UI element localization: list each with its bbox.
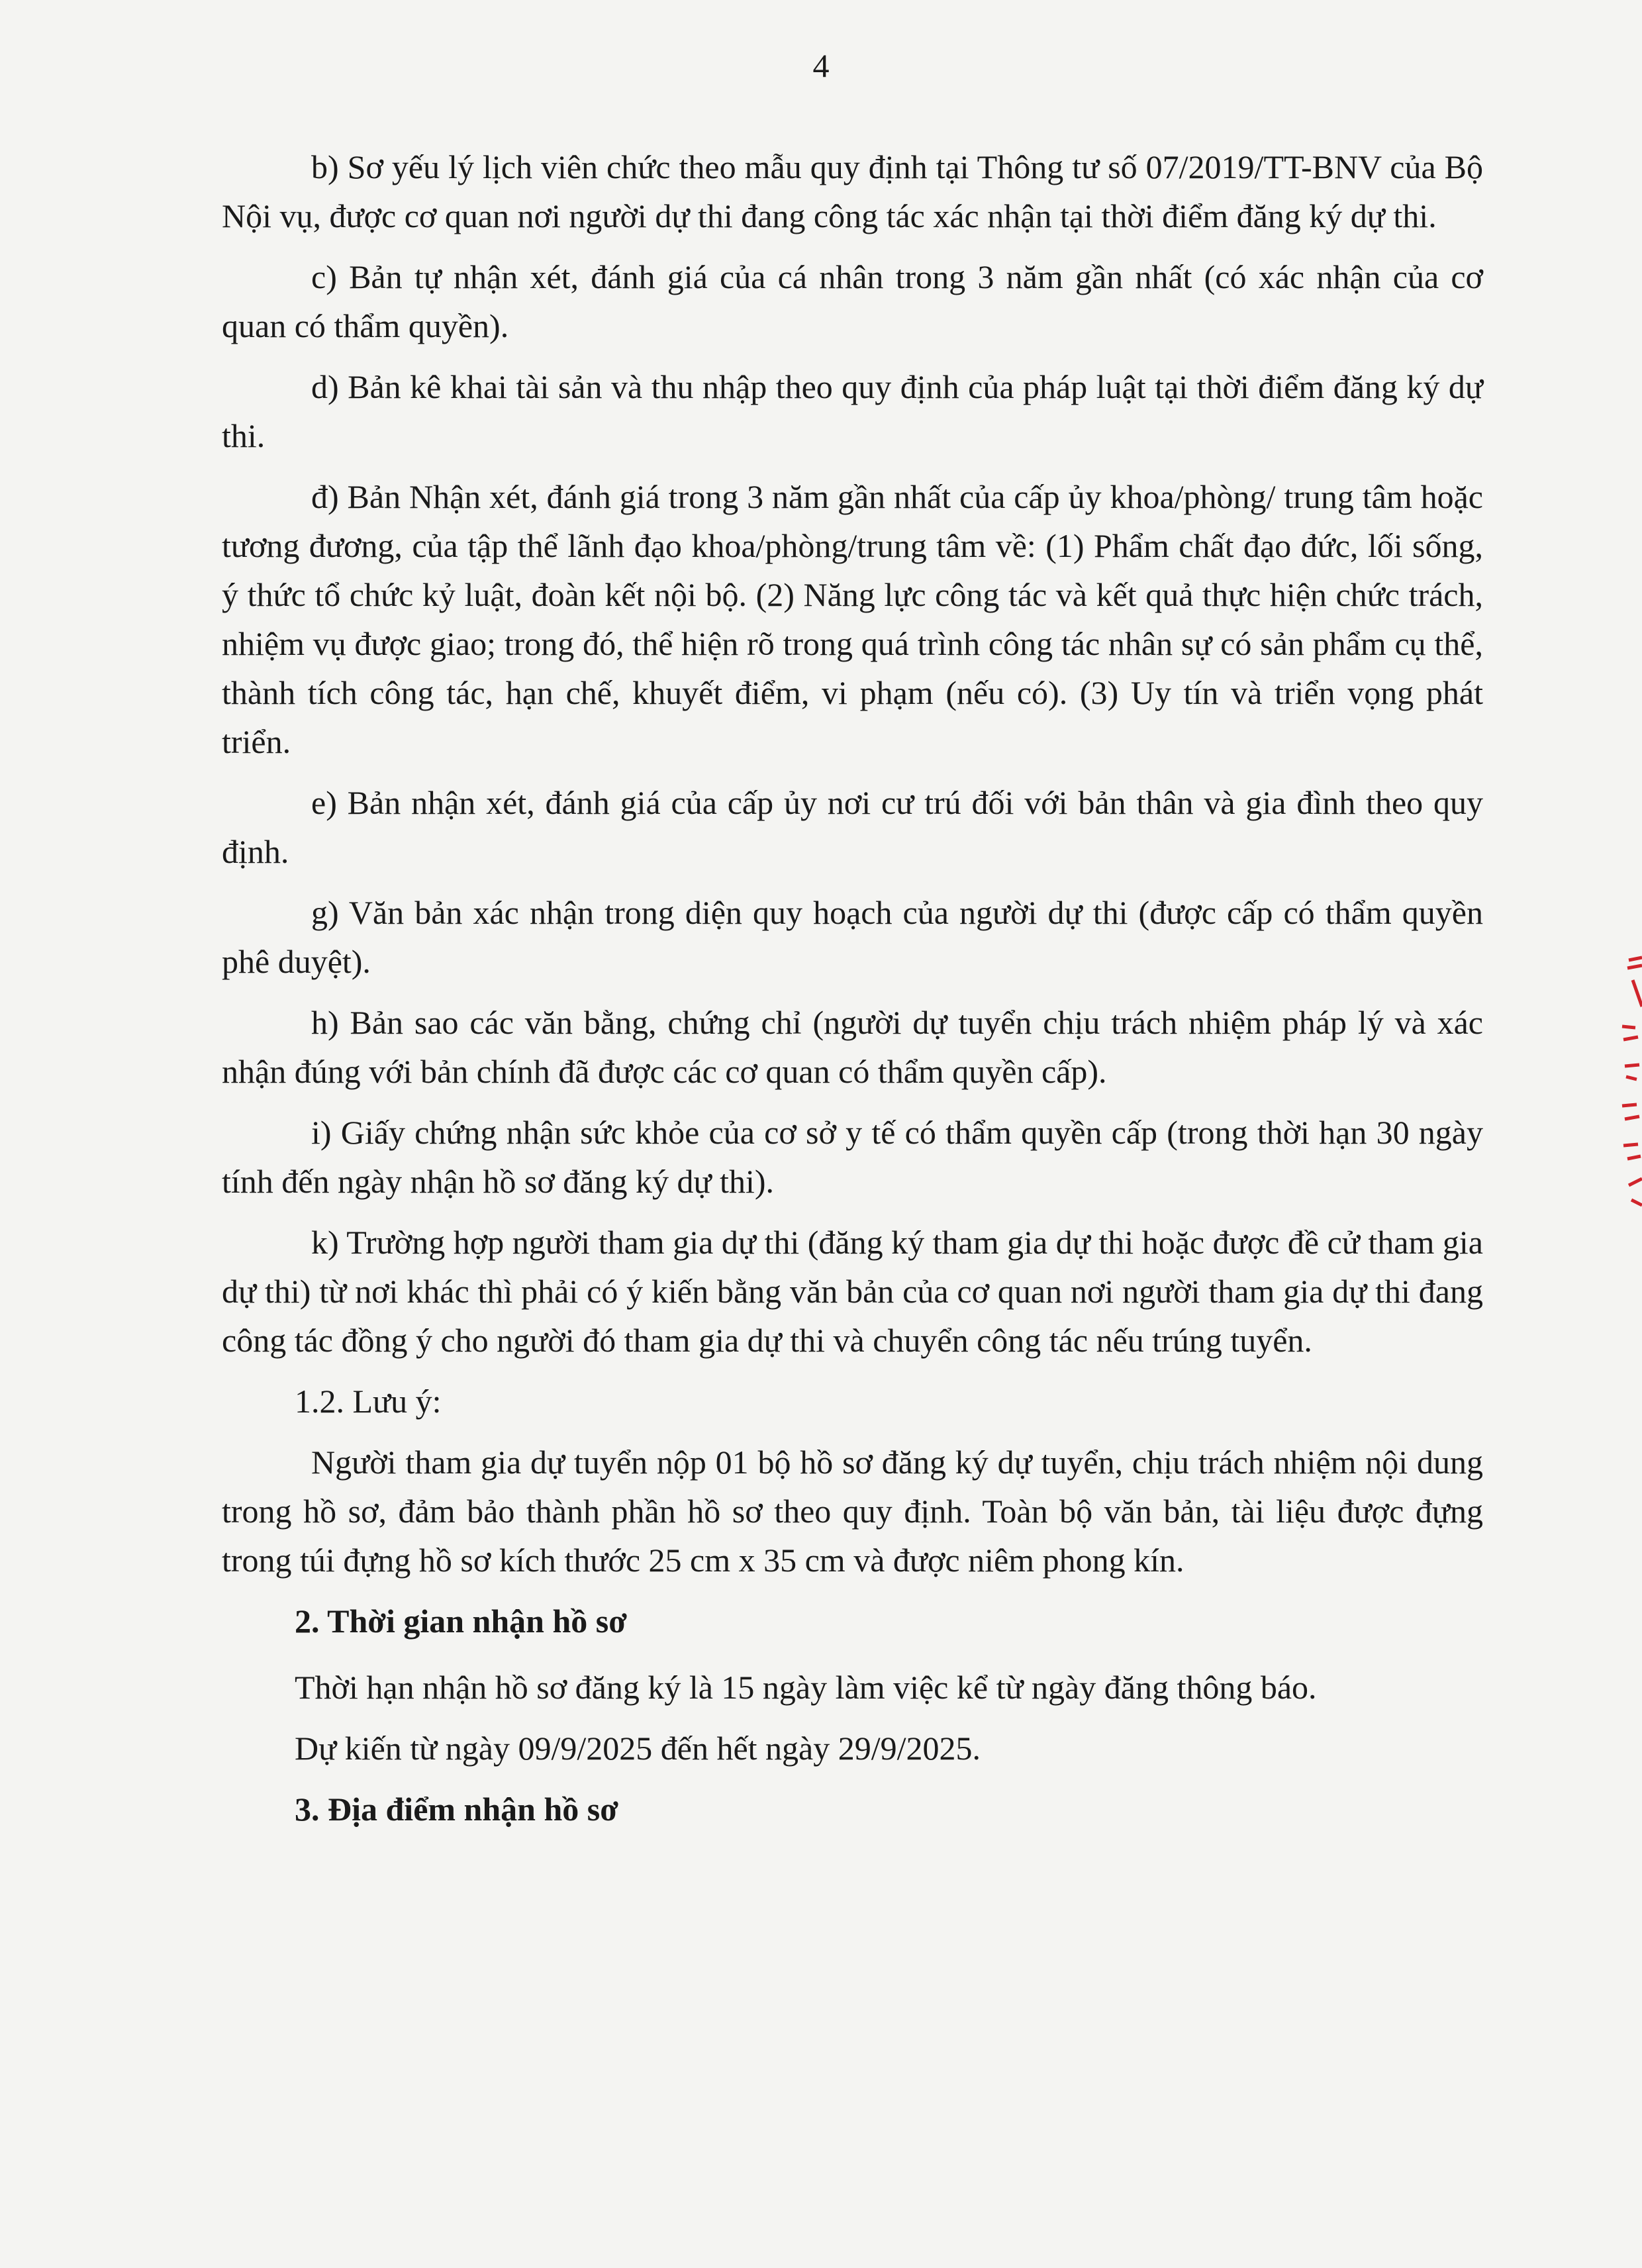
section-2-line-1: Thời hạn nhận hồ sơ đăng ký là 15 ngày làm việc kể từ ngày đăng thông báo. <box>295 1669 1317 1706</box>
paragraph-d: d) Bản kê khai tài sản và thu nhập theo quy định của pháp luật tại thời điểm đăng ký dự thi. <box>222 368 1483 454</box>
red-seal-fragment-icon <box>1602 954 1642 1218</box>
paragraph-g: g) Văn bản xác nhận trong diện quy hoạch của người dự thi (được cấp có thẩm quyền phê duyệt). <box>222 894 1483 980</box>
page-number: 4 <box>812 47 830 84</box>
paragraph-c: c) Bản tự nhận xét, đánh giá của cá nhân trong 3 năm gần nhất (có xác nhận của cơ quan có thẩm quyền). <box>222 258 1483 344</box>
section-3-heading: 3. Địa điểm nhận hồ sơ <box>295 1791 618 1828</box>
paragraph-h: h) Bản sao các văn bằng, chứng chỉ (người dự tuyển chịu trách nhiệm pháp lý và xác nhận đúng với bản chính đã được các cơ quan có thẩm quyền cấp). <box>222 1004 1483 1090</box>
paragraph-dd: đ) Bản Nhận xét, đánh giá trong 3 năm gần nhất của cấp ủy khoa/phòng/ trung tâm hoặc tương đương, của tập thể lãnh đạo khoa/phòng/trung tâm về: (1) Phẩm chất đạo đức, lối sống, ý thức tổ chức kỷ luật, đoàn kết nội bộ. (2) Năng lực công tác và kết quả thực hiện chức trách, nhiệm vụ được giao; trong đó, thể hiện rõ trong quá trình công tác nhân sự có sản phẩm cụ thể, thành tích công tác, hạn chế, khuyết điểm, vi phạm (nếu có). (3) Uy tín và triển vọng phát triển. <box>222 478 1483 760</box>
paragraph-e: e) Bản nhận xét, đánh giá của cấp ủy nơi cư trú đối với bản thân và gia đình theo quy định. <box>222 784 1483 870</box>
paragraph-k: k) Trường hợp người tham gia dự thi (đăng ký tham gia dự thi hoặc được đề cử tham gia dự thi) từ nơi khác thì phải có ý kiến bằng văn bản của cơ quan nơi người tham gia dự thi đang công tác đồng ý cho người đó tham gia dự thi và chuyển công tác nếu trúng tuyển. <box>222 1224 1483 1359</box>
section-2-heading: 2. Thời gian nhận hồ sơ <box>295 1602 627 1640</box>
paragraph-b: b) Sơ yếu lý lịch viên chức theo mẫu quy định tại Thông tư số 07/2019/TT-BNV của Bộ Nội vụ, được cơ quan nơi người dự thi đang công tác xác nhận tại thời điểm đăng ký dự thi. <box>222 148 1483 234</box>
section-2-line-2: Dự kiến từ ngày 09/9/2025 đến hết ngày 29/9/2025. <box>295 1730 981 1767</box>
note-text: Người tham gia dự tuyển nộp 01 bộ hồ sơ đăng ký dự tuyển, chịu trách nhiệm nội dung trong hồ sơ, đảm bảo thành phần hồ sơ theo quy định. Toàn bộ văn bản, tài liệu được đựng trong túi đựng hồ sơ kích thước 25 cm x 35 cm và được niêm phong kín. <box>222 1444 1483 1579</box>
note-heading: 1.2. Lưu ý: <box>295 1383 442 1420</box>
document-body <box>222 142 1483 1851</box>
paragraph-i: i) Giấy chứng nhận sức khỏe của cơ sở y tế có thẩm quyền cấp (trong thời hạn 30 ngày tính đến ngày nhận hồ sơ đăng ký dự thi). <box>222 1114 1483 1200</box>
